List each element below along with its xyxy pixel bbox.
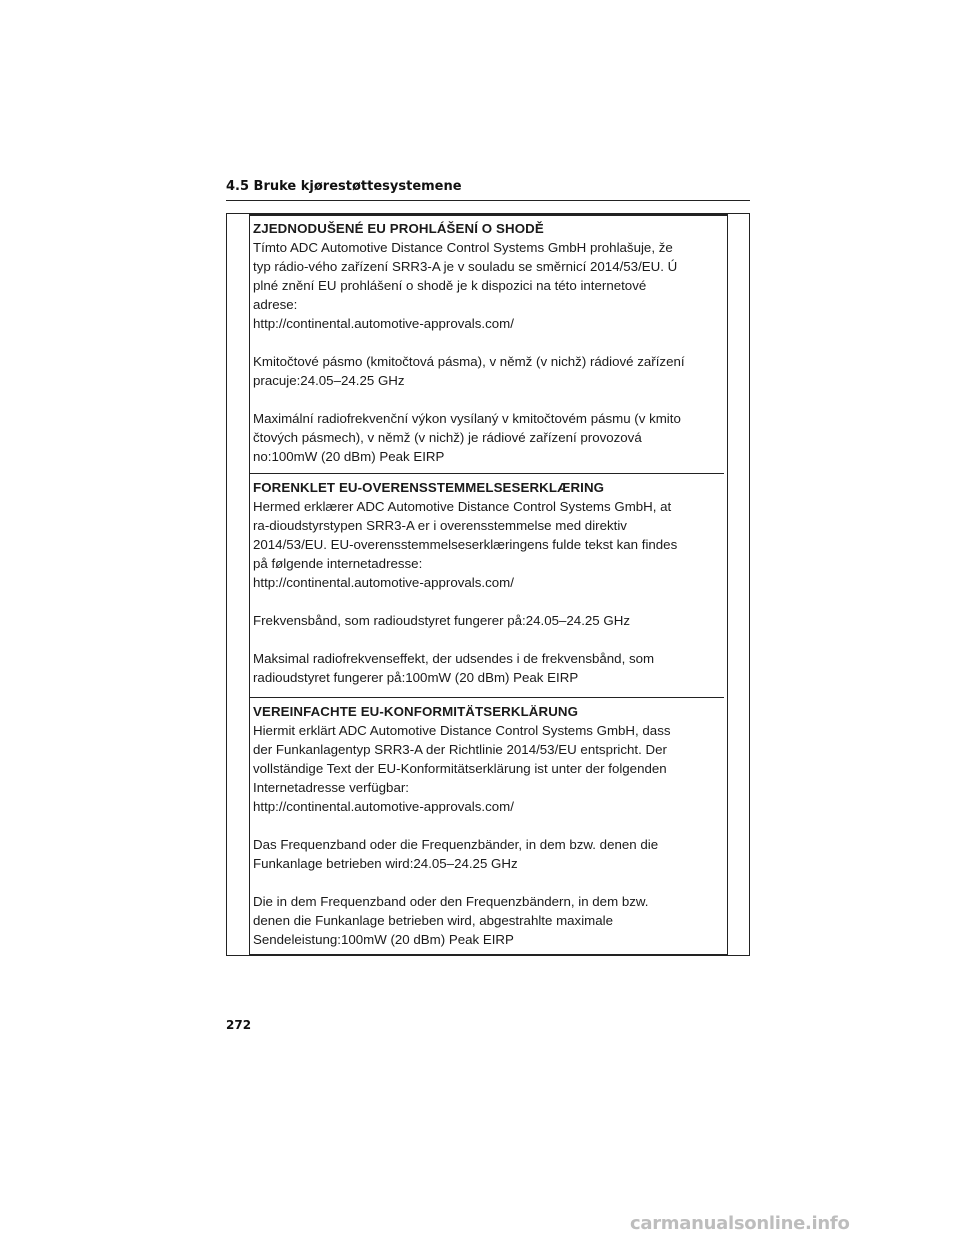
declaration-url: http://continental.automotive-approvals.com/ — [253, 575, 514, 590]
frequency-line: Kmitočtové pásmo (kmitočtová pásma), v němž (v nichž) rádiové zařízení — [253, 354, 685, 369]
declaration-url: http://continental.automotive-approvals.com/ — [253, 799, 514, 814]
declaration-line: plné znění EU prohlášení o shodě je k dispozici na této internetové — [253, 278, 647, 293]
power-line: radioudstyret fungerer på:100mW (20 dBm) Peak EIRP — [253, 670, 579, 685]
declaration-line: vollständige Text der EU-Konformitätserklärung ist unter der folgenden — [253, 761, 667, 776]
declaration-line: der Funkanlagentyp SRR3-A der Richtlinie 2014/53/EU entspricht. Der — [253, 742, 667, 757]
declaration-title: FORENKLET EU-OVERENSSTEMMELSESERKLÆRING — [253, 480, 605, 495]
frequency-line: Frekvensbånd, som radioudstyret fungerer på:24.05–24.25 GHz — [253, 613, 630, 628]
page-number: 272 — [226, 1018, 252, 1032]
power-line: Maximální radiofrekvenční výkon vysílaný v kmitočtovém pásmu (v kmito — [253, 411, 681, 426]
declaration-line: ra-dioudstyrstypen SRR3-A er i overensstemmelse med direktiv — [253, 518, 627, 533]
watermark-text: carmanualsonline.info — [630, 1213, 850, 1234]
power-line: čtových pásmech), v němž (v nichž) je rádiové zařízení provozová — [253, 430, 642, 445]
frequency-line: pracuje:24.05–24.25 GHz — [253, 373, 405, 388]
power-line: Die in dem Frequenzband oder den Frequenzbändern, in dem bzw. — [253, 894, 649, 909]
declaration-line: på følgende internetadresse: — [253, 556, 423, 571]
declaration-line: Hermed erklærer ADC Automotive Distance Control Systems GmbH, at — [253, 499, 672, 514]
declaration-title: VEREINFACHTE EU-KONFORMITÄTSERKLÄRUNG — [253, 704, 579, 719]
declaration-title: ZJEDNODUŠENÉ EU PROHLÁŠENÍ O SHODĚ — [253, 221, 544, 236]
section-header: 4.5 Bruke kjørestøttesystemene — [226, 178, 750, 201]
declaration-line: Tímto ADC Automotive Distance Control Systems GmbH prohlašuje, že — [253, 240, 673, 255]
declaration-line: typ rádio-vého zařízení SRR3-A je v souladu se směrnicí 2014/53/EU. Ú — [253, 259, 678, 274]
declarations-table — [249, 214, 728, 956]
power-line: denen die Funkanlage betrieben wird, abgestrahlte maximale — [253, 913, 613, 928]
declaration-czech — [250, 216, 724, 474]
declaration-german — [250, 699, 724, 952]
declaration-line: Internetadresse verfügbar: — [253, 780, 409, 795]
declaration-line: adrese: — [253, 297, 298, 312]
power-line: Sendeleistung:100mW (20 dBm) Peak EIRP — [253, 932, 514, 947]
frequency-line: Das Frequenzband oder die Frequenzbänder, in dem bzw. denen die — [253, 837, 659, 852]
declaration-danish — [250, 475, 724, 698]
declaration-line: 2014/53/EU. EU-overensstemmelseserklæringens fulde tekst kan findes — [253, 537, 678, 552]
declaration-line: Hiermit erklärt ADC Automotive Distance Control Systems GmbH, dass — [253, 723, 671, 738]
power-line: Maksimal radiofrekvenseffekt, der udsendes i de frekvensbånd, som — [253, 651, 655, 666]
declaration-url: http://continental.automotive-approvals.com/ — [253, 316, 514, 331]
power-line: no:100mW (20 dBm) Peak EIRP — [253, 449, 445, 464]
frequency-line: Funkanlage betrieben wird:24.05–24.25 GHz — [253, 856, 518, 871]
